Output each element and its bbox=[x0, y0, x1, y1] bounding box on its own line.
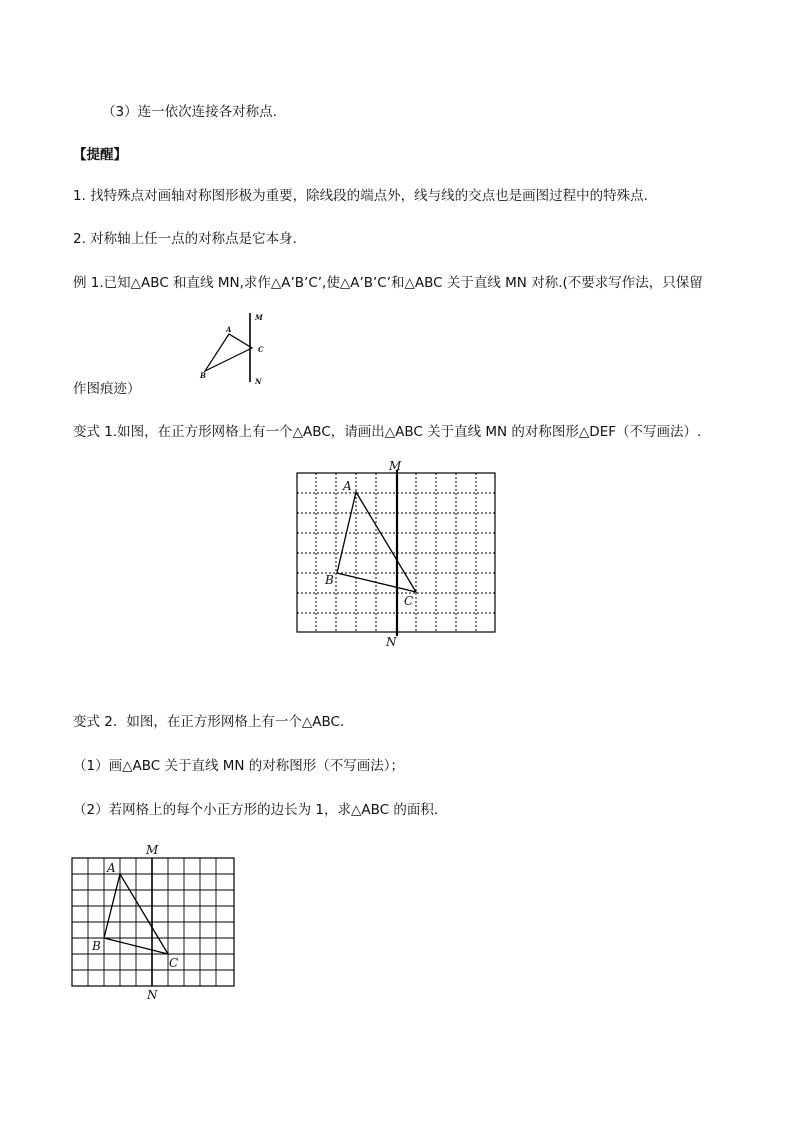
label-b: B bbox=[325, 573, 334, 587]
variant-1-figure bbox=[296, 460, 496, 650]
variant-1-text: 变式 1.如图，在正方形网格上有一个△ABC，请画出△ABC 关于直线 MN 的对称图形△DEF（不写画法）. bbox=[73, 424, 702, 440]
label-n: N bbox=[255, 377, 262, 386]
triangle-abc bbox=[205, 334, 252, 371]
label-m: M bbox=[389, 459, 402, 473]
example-1-figure bbox=[195, 310, 295, 390]
step-3-text: （3）连一依次连接各对称点. bbox=[102, 104, 277, 120]
label-m: M bbox=[255, 313, 263, 322]
label-n: N bbox=[386, 635, 397, 649]
label-c: C bbox=[169, 956, 179, 970]
label-b: B bbox=[92, 939, 101, 953]
label-b: B bbox=[200, 371, 206, 380]
label-c: C bbox=[404, 594, 414, 608]
example-1-text-end: 作图痕迹） bbox=[73, 381, 141, 397]
reminder-title: 【提醒】 bbox=[73, 147, 127, 163]
reminder-item-1: 1. 找特殊点对画轴对称图形极为重要，除线段的端点外，线与线的交点也是画图过程中的特殊点. bbox=[73, 188, 648, 204]
variant-2-text: 变式 2．如图，在正方形网格上有一个△ABC． bbox=[73, 714, 354, 730]
label-c: C bbox=[258, 345, 264, 354]
variant-2-figure bbox=[70, 840, 240, 1005]
label-a: A bbox=[226, 325, 232, 334]
variant-2-question-2: （2）若网格上的每个小正方形的边长为 1，求△ABC 的面积． bbox=[73, 802, 448, 818]
reminder-item-2: 2. 对称轴上任一点的对称点是它本身. bbox=[73, 231, 297, 247]
label-a: A bbox=[343, 479, 352, 493]
variant-2-question-1: （1）画△ABC 关于直线 MN 的对称图形（不写画法）； bbox=[73, 758, 405, 774]
solid-grid bbox=[72, 858, 234, 986]
label-m: M bbox=[146, 843, 159, 857]
label-a: A bbox=[107, 861, 116, 875]
example-1-text: 例 1.已知△ABC 和直线 MN,求作△A’B’C’,使△A’B’C’和△ABC 关于直线 MN 对称.(不要求写作法，只保留 bbox=[73, 275, 703, 291]
label-n: N bbox=[147, 988, 158, 1002]
